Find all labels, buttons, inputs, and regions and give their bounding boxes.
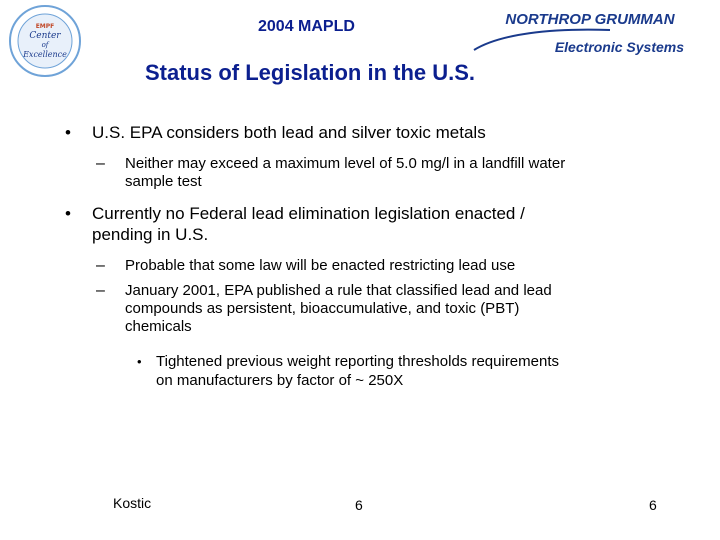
center-of-excellence-logo xyxy=(8,4,82,78)
logo-brand-text: NORTHROP GRUMMAN xyxy=(505,11,675,28)
sub-bullet-line: Probable that some law will be enacted restricting lead use xyxy=(125,257,516,274)
dash-icon: – xyxy=(96,282,105,299)
logo-line-empf: EMPF xyxy=(35,23,55,30)
northrop-grumman-logo xyxy=(470,6,710,58)
logo-line-excellence: Excellence xyxy=(23,50,67,59)
footer-page-number-right: 6 xyxy=(649,497,657,513)
logo-line-of: of xyxy=(41,41,49,49)
logo-line-center: Center xyxy=(29,31,61,41)
sub-bullet-line: Neither may exceed a maximum level of 5.0 mg/l in a landfill water xyxy=(125,155,566,172)
header-event-title: 2004 MAPLD xyxy=(258,18,355,35)
sub-bullet-line: January 2001, EPA published a rule that classified lead and lead xyxy=(125,282,552,299)
footer-page-number-center: 6 xyxy=(355,497,363,513)
logo-division-text: Electronic Systems xyxy=(554,39,684,55)
sub-bullet-line: chemicals xyxy=(125,318,192,335)
footer-author: Kostic xyxy=(113,495,152,511)
dash-icon: – xyxy=(96,257,105,274)
sub-bullet-line: compounds as persistent, bioaccumulative, and toxic (PBT) xyxy=(125,300,520,317)
bullet-text-line: pending in U.S. xyxy=(92,225,209,244)
dash-icon: – xyxy=(96,155,105,172)
bullet-icon: • xyxy=(65,204,71,223)
bullet-text: U.S. EPA considers both lead and silver toxic metals xyxy=(92,123,486,142)
sub-sub-bullet-line: on manufacturers by factor of ~ 250X xyxy=(156,372,404,389)
slide-title: Status of Legislation in the U.S. xyxy=(145,60,476,85)
bullet-text-line: Currently no Federal lead elimination legislation enacted / xyxy=(92,204,525,223)
bullet-icon: • xyxy=(65,123,71,142)
sub-bullet-line: sample test xyxy=(125,173,202,190)
bullet-icon: • xyxy=(137,354,142,369)
sub-sub-bullet-line: Tightened previous weight reporting thresholds requirements xyxy=(156,353,560,370)
